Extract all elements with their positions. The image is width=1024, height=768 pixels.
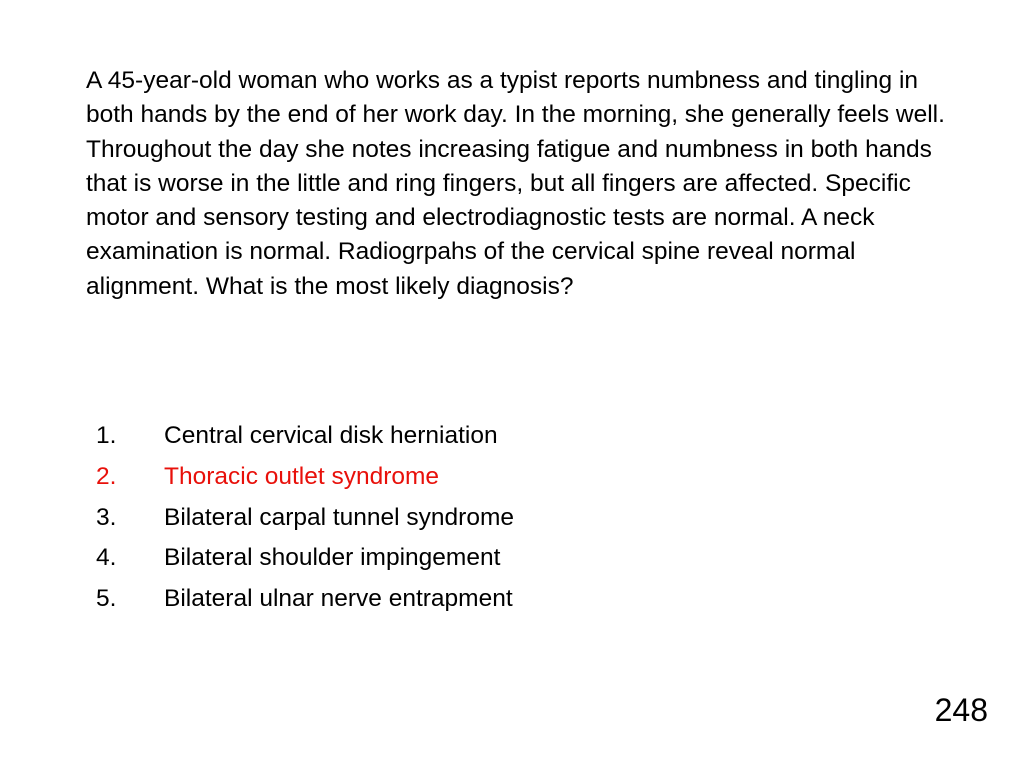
answer-option-3 [96,498,514,539]
page-number: 248 [934,692,988,728]
answer-option-2-correct [96,457,514,498]
option-label: Central cervical disk herniation [164,422,498,449]
option-label: Bilateral shoulder impingement [164,544,501,572]
option-number: 3. [96,503,117,531]
answer-option-4 [96,538,514,579]
option-label: Thoracic outlet syndrome [164,462,440,490]
option-number: 4. [96,544,117,572]
option-label: Bilateral carpal tunnel syndrome [164,503,514,531]
option-number: 2. [96,462,117,490]
question-text: A 45-year-old woman who works as a typist reports numbness and tingling in both hands by the end of her work day. In the morning, she generally feels well. Throughout the day she notes increasing fatigue and numbness in both hands that is worse in the little and ring fingers, but all fingers are affected. Specific motor and sensory testing and electrodiagnostic tests are normal. A neck examination is normal. Radiogrpahs of the cervical spine reveal normal alignment. What is the most likely diagnosis? [86,67,945,300]
option-number: 5. [96,585,117,613]
answer-option-5 [96,579,514,620]
answer-options-list [96,416,514,620]
option-label: Bilateral ulnar nerve entrapment [164,585,513,613]
answer-option-1 [96,416,514,457]
option-number: 1. [96,422,117,449]
